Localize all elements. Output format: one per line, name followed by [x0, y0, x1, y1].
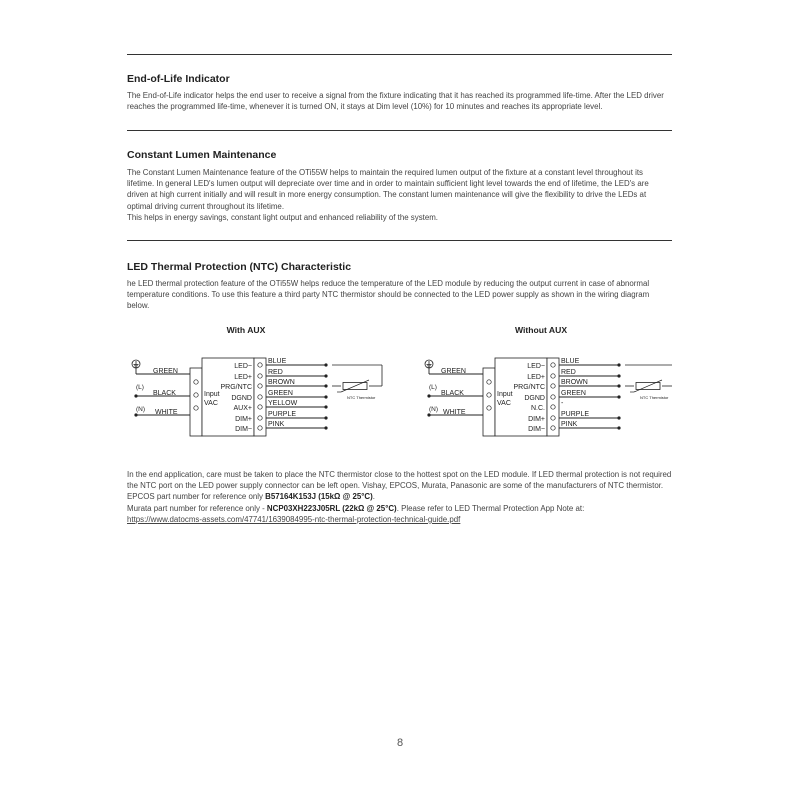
ac-wire-black: BLACK [153, 390, 176, 397]
eol-heading: End-of-Life Indicator [127, 73, 230, 85]
note-text: . Please refer to LED Thermal Protection App Note at: [396, 503, 585, 513]
wire-label: PURPLE [268, 411, 297, 418]
line-label: (L) [429, 384, 437, 391]
input-label: Input [204, 391, 220, 398]
ntc-paragraph: he LED thermal protection feature of the OTi55W helps reduce the temperature of the LED module by reducing the output current in case of abnormal temperature conditions. To use this feature a third party NTC thermistor should be connected to the LED power supply as shown in the wiring diagram below. [127, 279, 650, 311]
vac-label: VAC [204, 400, 218, 407]
vac-label: VAC [497, 400, 511, 407]
neutral-label: (N) [136, 406, 146, 413]
pin-label: N.C. [531, 405, 545, 412]
ac-wire-white: WHITE [443, 409, 466, 416]
line-label: (L) [136, 384, 144, 391]
output-wires [551, 358, 621, 430]
ground-icon [425, 360, 433, 368]
input-label: Input [497, 391, 513, 398]
pin-label: LED− [234, 363, 252, 370]
note-text: Murata part number for reference only - [127, 503, 265, 513]
note-text: . [372, 492, 375, 502]
diagram-with-aux [132, 325, 382, 436]
wire-label: RED [268, 369, 283, 376]
wire-label: - [561, 400, 564, 407]
pin-label: LED+ [234, 374, 252, 381]
pin-label: PRG/NTC [513, 384, 545, 391]
clm-paragraph [127, 167, 672, 223]
wire-label: BLUE [561, 358, 580, 365]
app-note-link[interactable]: https://www.datocms-assets.com/47741/1639084995-ntc-thermal-protection-technical-guide.pdf [127, 514, 461, 524]
diagram-without-aux [425, 325, 672, 436]
pin-label: DGND [524, 395, 545, 402]
page-number: 8 [396, 737, 404, 749]
diagram-title: With AUX [226, 325, 266, 335]
wiring-diagrams [127, 320, 672, 450]
ntc-label: NTC Thermistor [640, 395, 669, 400]
output-wires [258, 358, 328, 430]
eol-paragraph: The End-of-Life indicator helps the end user to receive a signal from the fixture indicating that it has reached its programmed life-time. After the LED driver reaches the programmed life-time, whenever it is turned ON, it stays at Dim level (10%) for 10 minutes and reaches its appropriate level. [127, 91, 664, 112]
clm-heading: Constant Lumen Maintenance [127, 149, 277, 161]
pin-label: DIM− [528, 426, 545, 433]
ac-wire-black: BLACK [441, 390, 464, 397]
pin-label: LED− [527, 363, 545, 370]
pin-label: DIM− [235, 426, 252, 433]
wire-label: PINK [268, 421, 285, 428]
ntc-heading: LED Thermal Protection (NTC) Characteristic [127, 261, 352, 273]
pin-label: LED+ [527, 374, 545, 381]
wire-label: YELLOW [268, 400, 298, 407]
ac-wire-green: GREEN [441, 368, 466, 375]
pin-label: DIM+ [528, 416, 545, 423]
pin-label: AUX+ [233, 405, 252, 412]
wire-label: BROWN [268, 379, 295, 386]
diagram-title: Without AUX [514, 325, 568, 335]
ac-wire-white: WHITE [155, 409, 178, 416]
application-note-paragraph [127, 469, 672, 525]
pin-label: DIM+ [235, 416, 252, 423]
ground-icon [132, 360, 140, 368]
divider [127, 130, 672, 131]
clm-text-1: The Constant Lumen Maintenance feature of the OTi55W helps to maintain the required lumen output of the fixture at a constant level throughout its lifetime. In general LED's lumen output will depreciate over time and in order to maintain sufficient light level towards the end of lifetime, the LED's are driven at high current initially and will result in more energy consumption. The constant lumen maintenance will give the flexibility to drive the LEDs at optimal driving current throughout its lifetime. [127, 168, 649, 211]
divider [127, 240, 672, 241]
wire-label: RED [561, 369, 576, 376]
murata-part-number: NCP03XH223J05RL (22kΩ @ 25°C) [266, 503, 397, 513]
pin-label: PRG/NTC [220, 384, 252, 391]
wire-label: PURPLE [561, 411, 590, 418]
clm-text-2: This helps in energy savings, constant light output and enhanced reliability of the system. [127, 212, 438, 222]
neutral-label: (N) [429, 406, 439, 413]
note-text: In the end application, care must be taken to place the NTC thermistor close to the hottest spot on the LED module. If LED thermal protection is not required the NTC port on the LED power supply connector can be left open. Vishay, EPCOS, Murata, Panasonic are some of the manufacturers of NTC thermistor. EPCOS part number for reference only [127, 470, 672, 502]
wire-label: PINK [561, 421, 578, 428]
pin-label: DGND [231, 395, 252, 402]
epcos-part-number: B57164K153J (15kΩ @ 25°C) [265, 492, 373, 502]
ntc-label: NTC Thermistor [347, 395, 376, 400]
wire-label: BLUE [268, 358, 287, 365]
wire-label: GREEN [561, 390, 586, 397]
divider [127, 54, 672, 55]
wire-label: BROWN [561, 379, 588, 386]
wire-label: GREEN [268, 390, 293, 397]
ac-wire-green: GREEN [153, 368, 178, 375]
